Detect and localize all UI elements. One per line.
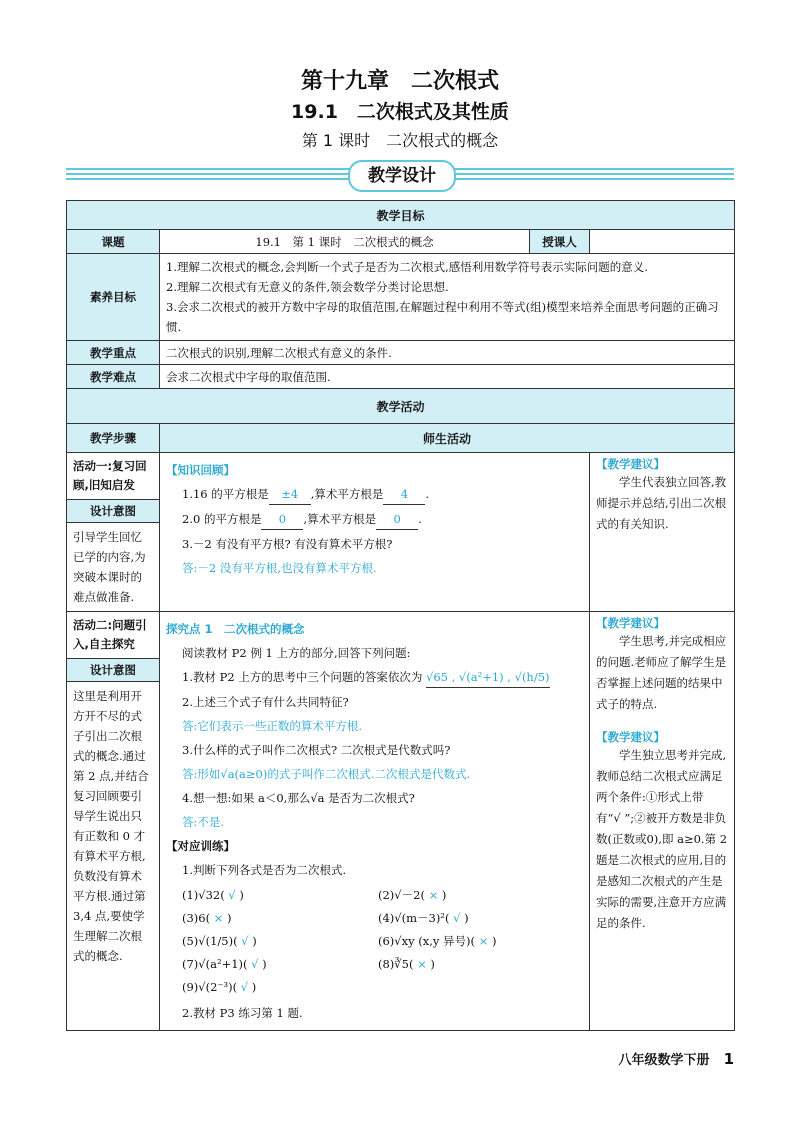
topic-value: 19.1 第 1 课时 二次根式的概念	[160, 230, 530, 254]
explore-q3: 3.什么样的式子叫作二次根式? 二次根式是代数式吗?	[182, 743, 451, 757]
activity-1-step	[67, 453, 160, 612]
practice-item: (2)√－2( × )	[378, 888, 447, 902]
practice-item: (5)√(1/5)( √ )	[182, 934, 257, 948]
activity-2-advice	[590, 612, 735, 1031]
section-title: 19.1 二次根式及其性质	[291, 101, 509, 123]
explore-a3: 答:形如√a(a≥0)的式子叫作二次根式.二次根式是代数式.	[182, 767, 471, 781]
practice-q2: 2.教材 P3 练习第 1 题.	[182, 1006, 303, 1020]
key-point-label: 教学重点	[67, 341, 160, 365]
activity-header: 教学活动	[67, 389, 735, 424]
review-q2: 2.0 的平方根是 0 ,算术平方根是 0 .	[166, 509, 583, 530]
practice-item: (3)6( × )	[182, 911, 232, 925]
literacy-goal-1: 1.理解二次根式的概念,会判断一个式子是否为二次根式,感悟利用数学符号表示实际问题的意义.	[166, 260, 648, 274]
activity-1-title: 活动一:复习回顾,旧知启发	[73, 459, 147, 492]
literacy-goal-2: 2.理解二次根式有无意义的条件,领会数学分类讨论思想.	[166, 280, 449, 294]
activity-2-design: 这里是利用开方开不尽的式子引出二次根式的概念.通过第 2 点,并结合复习回顾要引导学生说出只有正数和 0 才有算术平方根,负数没有算术平方根.通过第 3,4 点,要使学生理解二次根式的概念.	[73, 689, 149, 963]
literacy-label: 素养目标	[67, 254, 160, 341]
advice-1-text: 学生代表独立回答,教师提示并总结,引出二次根式的有关知识.	[596, 475, 727, 531]
practice-item: (1)√32( √ )	[182, 888, 244, 902]
review-q1: 1.16 的平方根是 ±4 ,算术平方根是 4 .	[166, 484, 583, 505]
activity-2-content	[160, 612, 590, 1031]
chapter-title: 第十九章 二次根式	[300, 69, 499, 94]
practice-item: (8)∛5( × )	[378, 957, 435, 971]
advice-1-title: 【教学建议】	[596, 457, 665, 471]
explore-a4: 答:不是.	[182, 815, 225, 829]
activity-1-design: 引导学生回忆已学的内容,为突破本课时的难点做准备.	[73, 530, 146, 604]
literacy-goals	[160, 254, 735, 341]
goals-header: 教学目标	[67, 201, 735, 230]
activity-2-title: 活动二:问题引入,自主探究	[73, 618, 147, 651]
difficulty-label: 教学难点	[67, 365, 160, 389]
page-footer	[619, 1049, 734, 1068]
practice-item: (7)√(a²+1)( √ )	[182, 957, 267, 971]
page-number: 1	[723, 1050, 734, 1068]
practice-q1: 1.判断下列各式是否为二次根式.	[182, 863, 347, 877]
book-name: 八年级数学下册	[618, 1053, 710, 1068]
topic-label: 课题	[67, 230, 160, 254]
explore-a2: 答:它们表示一些正数的算术平方根.	[182, 719, 363, 733]
teaching-design-banner	[66, 162, 734, 188]
key-point-value: 二次根式的识别,理解二次根式有意义的条件.	[160, 341, 735, 365]
activity-1-content	[160, 453, 590, 612]
banner-label: 教学设计	[348, 160, 456, 192]
lesson-plan-table	[66, 200, 735, 1031]
review-a3: 答:－2 没有平方根,也没有算术平方根.	[182, 561, 377, 575]
review-q3: 3.－2 有没有平方根? 有没有算术平方根?	[182, 537, 393, 551]
teacher-label: 授课人	[530, 230, 590, 254]
activity-1-design-label: 设计意图	[67, 499, 159, 523]
advice-3-title: 【教学建议】	[596, 730, 665, 744]
literacy-goal-3: 3.会求二次根式的被开方数中字母的取值范围,在解题过程中利用不等式(组)模型来培养全面思考问题的正确习惯.	[166, 300, 719, 334]
steps-label: 教学步骤	[67, 424, 160, 453]
advice-3-text: 学生独立思考并完成,教师总结二次根式应满足两个条件:①形式上带有“√ ”;②被开方数是非负数(正数或0),即 a≥0.第 2 题是二次根式的应用,目的是感知二次根式的产生是实际的需要,注意开方应满足的条件.	[596, 748, 728, 930]
practice-item: (4)√(m－3)²( √ )	[378, 911, 469, 925]
advice-2-title: 【教学建议】	[596, 616, 665, 630]
difficulty-value: 会求二次根式中字母的取值范围.	[160, 365, 735, 389]
explore-q4: 4.想一想:如果 a＜0,那么√a 是否为二次根式?	[182, 791, 415, 805]
explore-heading: 探究点 1 二次根式的概念	[166, 622, 305, 636]
practice-heading: 【对应训练】	[166, 839, 235, 853]
practice-items	[166, 884, 583, 999]
lesson-title: 第 1 课时 二次根式的概念	[301, 131, 499, 150]
activity-2-step	[67, 612, 160, 1031]
advice-2-text: 学生思考,并完成相应的问题.老师应了解学生是否掌握上述问题的结果中式子的特点.	[596, 634, 727, 711]
explore-intro: 阅读教材 P2 例 1 上方的部分,回答下列问题:	[182, 646, 411, 660]
practice-item: (6)√xy (x,y 异号)( × )	[378, 934, 497, 948]
activity-2-design-label: 设计意图	[67, 658, 159, 682]
practice-item: (9)√(2⁻³)( √ )	[182, 980, 257, 994]
explore-q1: 1.教材 P2 上方的思考中三个问题的答案依次为 √65 , √(a²+1) , √(h/5)	[166, 667, 583, 688]
teacher-value	[590, 230, 735, 254]
explore-q2: 2.上述三个式子有什么共同特征?	[182, 695, 349, 709]
activity-1-advice	[590, 453, 735, 612]
teach-label: 师生活动	[160, 424, 735, 453]
review-heading: 【知识回顾】	[166, 463, 235, 477]
